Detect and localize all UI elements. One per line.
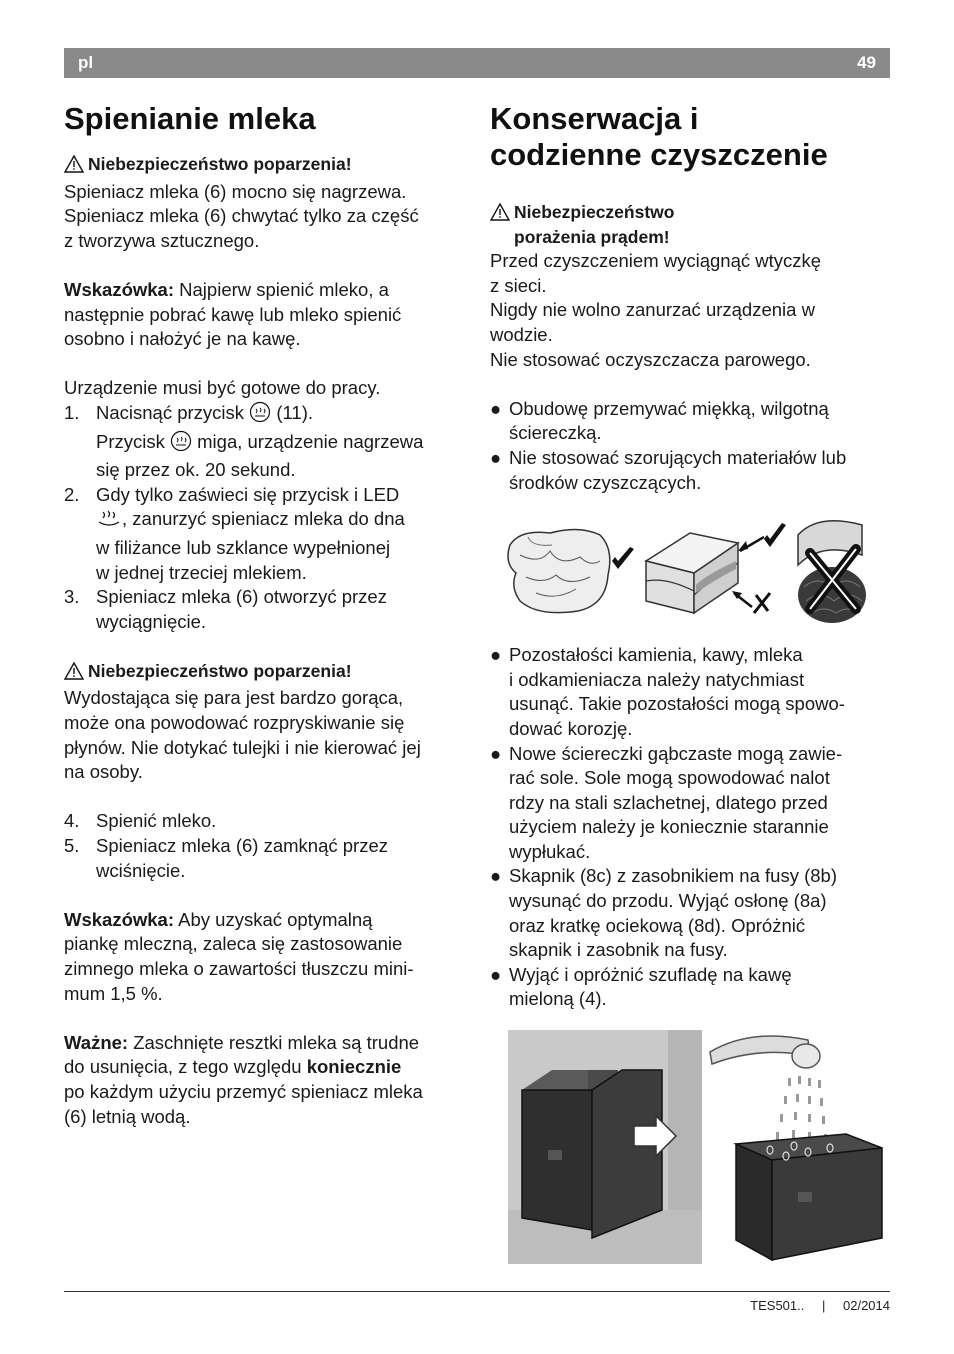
model-number: TES501.. [750, 1298, 805, 1313]
text-line: Nie stosować oczyszczacza parowego. [490, 348, 811, 370]
steam-led-icon [96, 509, 122, 536]
text-line: może ona powodować rozpryskiwanie się [64, 712, 405, 734]
text-line: mum 1,5 %. [64, 982, 163, 1004]
list-item: 4. Spienić mleko. [64, 810, 217, 832]
drip-tray-rinsing-image [710, 1036, 882, 1260]
list-item: ● Nowe ściereczki gąbczaste mogą zawie- rać sole. Sole mogą spowodować nalot rdzy na stali szlachetnej, dlatego przed użyciem należy je koniecznie starannie wypłukać. [490, 742, 843, 862]
list-item: ● Nie stosować szorujących materiałów lub środków czyszczących. [490, 446, 847, 493]
hint-paragraph: Wskazówka: Najpierw spienić mleko, a [64, 278, 389, 300]
list-item: ● Skapnik (8c) z zasobnikiem na fusy (8b) wysunąć do przodu. Wyjąć osłonę (8a) oraz kratkę ociekową (8d). Opróżnić skapnik i zasobnik na fusy. [490, 865, 837, 961]
footer-separator: | [821, 1298, 826, 1313]
hint-paragraph: Wskazówka: Aby uzyskać optymalną [64, 908, 373, 930]
electric-warning-title: Niebezpieczeństwo porażenia prądem! [490, 200, 890, 249]
text-line: do usunięcia, z tego względu koniecznie [64, 1056, 402, 1078]
section-title-maintenance: Konserwacja i codzienne czyszczenie [490, 101, 828, 172]
footer-divider [64, 1291, 890, 1292]
steps-list-2 [64, 809, 464, 883]
text-line: na osoby. [64, 761, 143, 783]
warning-triangle-icon [64, 152, 88, 180]
text-line: Przed czyszczeniem wyciągnąć wtyczkę [490, 250, 822, 272]
sponge-image [646, 533, 738, 613]
check-mark-icon [612, 547, 634, 569]
text-line: Spieniacz mleka (6) chwytać tylko za część [64, 205, 419, 227]
cleaning-bullets-1 [490, 397, 890, 495]
language-code: pl [78, 53, 94, 72]
steam-warning-title: Niebezpieczeństwo poparzenia! [64, 659, 464, 687]
list-item: 3. Spieniacz mleka (6) otworzyć przez wyciągnięcie. [64, 586, 387, 632]
text-line: osobno i nałożyć je na kawę. [64, 328, 301, 350]
page-number: 49 [857, 53, 876, 72]
text-line: płynów. Nie dotykać tulejki i nie kierować jej [64, 736, 421, 758]
cleaning-bullets-2 [490, 643, 890, 1012]
list-item: 1. Nacisnąć przycisk (11). Przycisk miga, urządzenie nagrzewa się przez ok. 20 sekund. [64, 401, 424, 481]
text-line: po każdym użyciu przemyć spieniacz mleka [64, 1080, 423, 1102]
warning-triangle-icon [64, 659, 88, 687]
text-line: Nigdy nie wolno zanurzać urządzenia w [490, 299, 815, 321]
text-line: piankę mleczną, zaleca się zastosowanie [64, 933, 403, 955]
text-line: z tworzywa sztucznego. [64, 229, 260, 251]
page-header [64, 48, 890, 78]
left-column [64, 100, 464, 1129]
important-paragraph: Ważne: Zaschnięte resztki mleka są trudne [64, 1031, 420, 1053]
cross-mark-icon [754, 593, 770, 613]
drip-tray-removal-image [508, 1030, 702, 1264]
page-footer [750, 1298, 890, 1313]
list-item: ● Pozostałości kamienia, kawy, mleka i odkamieniacza należy natychmiast usunąć. Takie pozostałości mogą spowo- dować korozję. [490, 644, 845, 739]
steps-list [64, 401, 464, 634]
text-line: wodzie. [490, 323, 553, 345]
list-item: ● Obudowę przemywać miękką, wilgotną ściereczką. [490, 397, 829, 444]
text-line: (6) letnią wodą. [64, 1105, 191, 1127]
publication-date: 02/2014 [843, 1298, 890, 1313]
list-item: ● Wyjąć i opróżnić szufladę na kawę mieloną (4). [490, 963, 792, 1010]
section-title-milk-frothing: Spienianie mleka [64, 101, 316, 136]
ready-text: Urządzenie musi być gotowe do pracy. [64, 377, 381, 399]
check-mark-icon [764, 523, 786, 547]
text-line: zimnego mleka o zawartości tłuszczu mini- [64, 958, 414, 979]
drip-tray-illustration [508, 1030, 890, 1266]
milk-button-icon [170, 430, 192, 459]
cloth-image [508, 530, 610, 613]
list-item: 2. Gdy tylko zaświeci się przycisk i LED , zanurzyć spieniacz mleka do dna w filiżance lub szklance wypełnionej w jednej trzeciej mlekiem. [64, 483, 405, 583]
text-line: Spieniacz mleka (6) mocno się nagrzewa. [64, 180, 407, 202]
warning-triangle-icon [490, 200, 514, 228]
text-line: następnie pobrać kawę lub mleko spienić [64, 303, 402, 325]
cleaning-materials-illustration [506, 515, 886, 625]
list-item: 5. Spieniacz mleka (6) zamknąć przez wciśnięcie. [64, 835, 388, 881]
right-column [490, 100, 890, 1266]
milk-button-icon [249, 401, 271, 430]
burn-warning-title: Niebezpieczeństwo poparzenia! [64, 152, 464, 180]
text-line: z sieci. [490, 274, 547, 296]
text-line: Wydostająca się para jest bardzo gorąca, [64, 687, 404, 709]
